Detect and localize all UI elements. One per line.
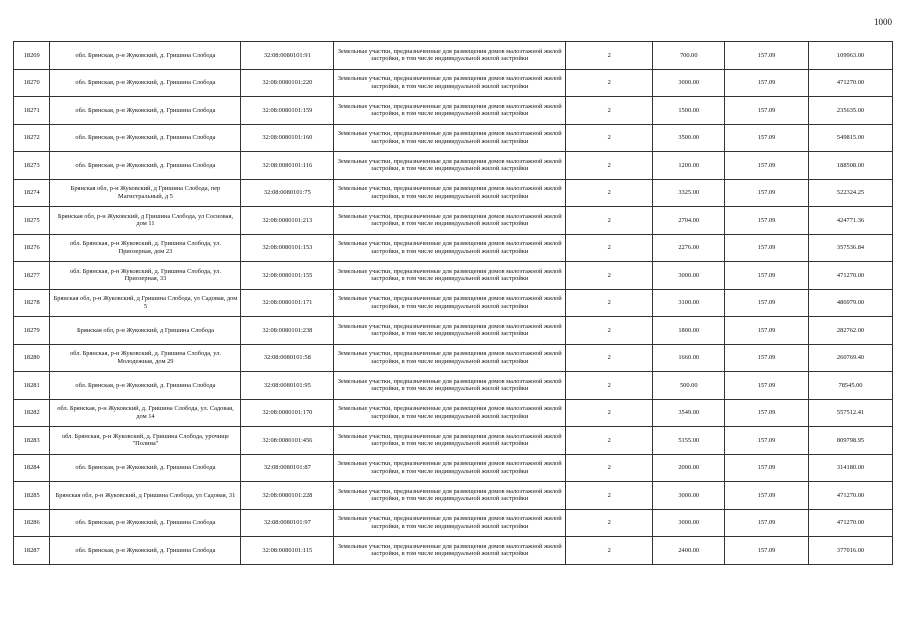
table-row — [14, 152, 893, 180]
row-number-cell: 18269 — [14, 42, 50, 70]
specific-value-cell: 157.09 — [725, 454, 809, 482]
specific-value-cell: 157.09 — [725, 179, 809, 207]
table-row — [14, 399, 893, 427]
address-cell: обл. Брянская, р-н Жуковский, д. Гришина Слобода, ул. Приозерная, дом 23 — [50, 234, 241, 262]
permitted-use-cell: Земельные участки, предназначенные для размещения домов малоэтажной жилой застройки, в том числе индивидуальной жилой застройки — [334, 509, 566, 537]
table-row — [14, 537, 893, 565]
area-cell: 5155.00 — [653, 427, 725, 455]
row-number-cell: 18270 — [14, 69, 50, 97]
row-number-cell: 18285 — [14, 482, 50, 510]
cadastral-value-cell: 471270.00 — [809, 509, 893, 537]
address-cell: Брянская обл, р-н Жуковский, д Гришина Слобода, ул Садовая, 31 — [50, 482, 241, 510]
address-cell: обл. Брянская, р-н Жуковский, д. Гришина Слобода — [50, 509, 241, 537]
cadastral-number-cell: 32:08:0080101:58 — [241, 344, 334, 372]
category-cell: 2 — [566, 372, 653, 400]
permitted-use-cell: Земельные участки, предназначенные для размещения домов малоэтажной жилой застройки, в том числе индивидуальной жилой застройки — [334, 482, 566, 510]
cadastral-number-cell: 32:08:0080101:91 — [241, 42, 334, 70]
area-cell: 3100.00 — [653, 289, 725, 317]
permitted-use-cell: Земельные участки, предназначенные для размещения домов малоэтажной жилой застройки, в том числе индивидуальной жилой застройки — [334, 69, 566, 97]
cadastral-value-cell: 314180.00 — [809, 454, 893, 482]
row-number-cell: 18287 — [14, 537, 50, 565]
permitted-use-cell: Земельные участки, предназначенные для размещения домов малоэтажной жилой застройки, в том числе индивидуальной жилой застройки — [334, 427, 566, 455]
table-row — [14, 179, 893, 207]
area-cell: 3000.00 — [653, 482, 725, 510]
table-row — [14, 454, 893, 482]
permitted-use-cell: Земельные участки, предназначенные для размещения домов малоэтажной жилой застройки, в том числе индивидуальной жилой застройки — [334, 152, 566, 180]
category-cell: 2 — [566, 454, 653, 482]
category-cell: 2 — [566, 124, 653, 152]
category-cell: 2 — [566, 427, 653, 455]
cadastral-value-cell: 109963.00 — [809, 42, 893, 70]
row-number-cell: 18275 — [14, 207, 50, 235]
specific-value-cell: 157.09 — [725, 372, 809, 400]
row-number-cell: 18271 — [14, 97, 50, 125]
specific-value-cell: 157.09 — [725, 97, 809, 125]
row-number-cell: 18278 — [14, 289, 50, 317]
permitted-use-cell: Земельные участки, предназначенные для размещения домов малоэтажной жилой застройки, в том числе индивидуальной жилой застройки — [334, 537, 566, 565]
area-cell: 1660.00 — [653, 344, 725, 372]
category-cell: 2 — [566, 262, 653, 290]
row-number-cell: 18282 — [14, 399, 50, 427]
address-cell: Брянская обл, р-н Жуковский, д Гришина Слобода, пер Магистральный, д 5 — [50, 179, 241, 207]
cadastral-value-cell: 377016.00 — [809, 537, 893, 565]
cadastral-value-cell: 282762.00 — [809, 317, 893, 345]
permitted-use-cell: Земельные участки, предназначенные для размещения домов малоэтажной жилой застройки, в том числе индивидуальной жилой застройки — [334, 207, 566, 235]
row-number-cell: 18286 — [14, 509, 50, 537]
category-cell: 2 — [566, 97, 653, 125]
cadastral-number-cell: 32:08:0080101:153 — [241, 234, 334, 262]
cadastral-number-cell: 32:08:0080101:87 — [241, 454, 334, 482]
cadastral-number-cell: 32:08:0080101:116 — [241, 152, 334, 180]
row-number-cell: 18273 — [14, 152, 50, 180]
category-cell: 2 — [566, 234, 653, 262]
cadastral-number-cell: 32:08:0080101:75 — [241, 179, 334, 207]
table-row — [14, 124, 893, 152]
permitted-use-cell: Земельные участки, предназначенные для размещения домов малоэтажной жилой застройки, в том числе индивидуальной жилой застройки — [334, 124, 566, 152]
cadastral-number-cell: 32:08:0080101:171 — [241, 289, 334, 317]
permitted-use-cell: Земельные участки, предназначенные для размещения домов малоэтажной жилой застройки, в том числе индивидуальной жилой застройки — [334, 317, 566, 345]
address-cell: обл. Брянская, р-н Жуковский, д. Гришина Слобода — [50, 69, 241, 97]
cadastral-value-cell: 471270.00 — [809, 482, 893, 510]
table-row — [14, 234, 893, 262]
area-cell: 2400.00 — [653, 537, 725, 565]
row-number-cell: 18281 — [14, 372, 50, 400]
permitted-use-cell: Земельные участки, предназначенные для размещения домов малоэтажной жилой застройки, в том числе индивидуальной жилой застройки — [334, 454, 566, 482]
land-plot-registry-table — [13, 41, 893, 565]
area-cell: 3000.00 — [653, 69, 725, 97]
row-number-cell: 18274 — [14, 179, 50, 207]
area-cell: 3000.00 — [653, 262, 725, 290]
category-cell: 2 — [566, 152, 653, 180]
table-row — [14, 427, 893, 455]
table-row — [14, 42, 893, 70]
permitted-use-cell: Земельные участки, предназначенные для размещения домов малоэтажной жилой застройки, в том числе индивидуальной жилой застройки — [334, 234, 566, 262]
cadastral-value-cell: 486979.00 — [809, 289, 893, 317]
category-cell: 2 — [566, 317, 653, 345]
row-number-cell: 18276 — [14, 234, 50, 262]
category-cell: 2 — [566, 537, 653, 565]
area-cell: 2276.00 — [653, 234, 725, 262]
row-number-cell: 18277 — [14, 262, 50, 290]
specific-value-cell: 157.09 — [725, 344, 809, 372]
cadastral-number-cell: 32:08:0080101:228 — [241, 482, 334, 510]
category-cell: 2 — [566, 289, 653, 317]
address-cell: обл. Брянская, р-н Жуковский, д. Гришина Слобода, ул. Садовая, дом 14 — [50, 399, 241, 427]
area-cell: 500.00 — [653, 372, 725, 400]
specific-value-cell: 157.09 — [725, 399, 809, 427]
permitted-use-cell: Земельные участки, предназначенные для размещения домов малоэтажной жилой застройки, в том числе индивидуальной жилой застройки — [334, 344, 566, 372]
cadastral-number-cell: 32:08:0080101:456 — [241, 427, 334, 455]
cadastral-value-cell: 424771.36 — [809, 207, 893, 235]
cadastral-number-cell: 32:08:0080101:159 — [241, 97, 334, 125]
cadastral-value-cell: 260769.40 — [809, 344, 893, 372]
specific-value-cell: 157.09 — [725, 317, 809, 345]
area-cell: 1800.00 — [653, 317, 725, 345]
specific-value-cell: 157.09 — [725, 124, 809, 152]
address-cell: обл. Брянская, р-н Жуковский, д. Гришина Слобода, ул. Молодежная, дом 29 — [50, 344, 241, 372]
permitted-use-cell: Земельные участки, предназначенные для размещения домов малоэтажной жилой застройки, в том числе индивидуальной жилой застройки — [334, 399, 566, 427]
address-cell: Брянская обл, р-н Жуковский, д Гришина Слобода, ул Садовая, дом 5 — [50, 289, 241, 317]
permitted-use-cell: Земельные участки, предназначенные для размещения домов малоэтажной жилой застройки, в том числе индивидуальной жилой застройки — [334, 42, 566, 70]
specific-value-cell: 157.09 — [725, 509, 809, 537]
address-cell: обл. Брянская, р-н Жуковский, д. Гришина Слобода — [50, 537, 241, 565]
area-cell: 1200.00 — [653, 152, 725, 180]
table-row — [14, 372, 893, 400]
specific-value-cell: 157.09 — [725, 262, 809, 290]
row-number-cell: 18283 — [14, 427, 50, 455]
specific-value-cell: 157.09 — [725, 537, 809, 565]
cadastral-value-cell: 549815.00 — [809, 124, 893, 152]
cadastral-value-cell: 557512.41 — [809, 399, 893, 427]
specific-value-cell: 157.09 — [725, 234, 809, 262]
table-row — [14, 344, 893, 372]
category-cell: 2 — [566, 399, 653, 427]
area-cell: 700.00 — [653, 42, 725, 70]
permitted-use-cell: Земельные участки, предназначенные для размещения домов малоэтажной жилой застройки, в том числе индивидуальной жилой застройки — [334, 372, 566, 400]
address-cell: обл. Брянская, р-н Жуковский, д. Гришина Слобода — [50, 97, 241, 125]
address-cell: обл. Брянская, р-н Жуковский, д. Гришина Слобода — [50, 152, 241, 180]
cadastral-number-cell: 32:08:0080101:160 — [241, 124, 334, 152]
cadastral-number-cell: 32:08:0080101:170 — [241, 399, 334, 427]
specific-value-cell: 157.09 — [725, 207, 809, 235]
cadastral-value-cell: 522324.25 — [809, 179, 893, 207]
cadastral-value-cell: 235635.00 — [809, 97, 893, 125]
cadastral-number-cell: 32:08:0080101:115 — [241, 537, 334, 565]
page-number: 1000 — [874, 17, 892, 27]
cadastral-number-cell: 32:08:0080101:97 — [241, 509, 334, 537]
address-cell: Брянская обл, р-н Жуковский, д Гришина Слобода — [50, 317, 241, 345]
category-cell: 2 — [566, 207, 653, 235]
area-cell: 2000.00 — [653, 454, 725, 482]
area-cell: 3549.00 — [653, 399, 725, 427]
cadastral-value-cell: 471270.00 — [809, 69, 893, 97]
cadastral-number-cell: 32:08:0080101:220 — [241, 69, 334, 97]
row-number-cell: 18280 — [14, 344, 50, 372]
cadastral-value-cell: 78545.00 — [809, 372, 893, 400]
cadastral-number-cell: 32:08:0080101:155 — [241, 262, 334, 290]
permitted-use-cell: Земельные участки, предназначенные для размещения домов малоэтажной жилой застройки, в том числе индивидуальной жилой застройки — [334, 262, 566, 290]
specific-value-cell: 157.09 — [725, 69, 809, 97]
address-cell: обл. Брянская, р-н Жуковский, д. Гришина Слобода, урочище "Полина" — [50, 427, 241, 455]
area-cell: 2704.00 — [653, 207, 725, 235]
cadastral-value-cell: 471270.00 — [809, 262, 893, 290]
category-cell: 2 — [566, 482, 653, 510]
table-row — [14, 207, 893, 235]
cadastral-value-cell: 809798.95 — [809, 427, 893, 455]
address-cell: обл. Брянская, р-н Жуковский, д. Гришина Слобода — [50, 454, 241, 482]
permitted-use-cell: Земельные участки, предназначенные для размещения домов малоэтажной жилой застройки, в том числе индивидуальной жилой застройки — [334, 179, 566, 207]
area-cell: 3500.00 — [653, 124, 725, 152]
registry-table-body — [14, 42, 893, 565]
cadastral-value-cell: 357536.84 — [809, 234, 893, 262]
area-cell: 1500.00 — [653, 97, 725, 125]
cadastral-number-cell: 32:08:0080101:213 — [241, 207, 334, 235]
address-cell: обл. Брянская, р-н Жуковский, д. Гришина Слобода — [50, 42, 241, 70]
table-row — [14, 509, 893, 537]
specific-value-cell: 157.09 — [725, 42, 809, 70]
category-cell: 2 — [566, 42, 653, 70]
table-row — [14, 262, 893, 290]
cadastral-number-cell: 32:08:0080101:95 — [241, 372, 334, 400]
table-row — [14, 97, 893, 125]
category-cell: 2 — [566, 344, 653, 372]
cadastral-value-cell: 188508.00 — [809, 152, 893, 180]
address-cell: Брянская обл, р-н Жуковский, д Гришина Слобода, ул Сосновая, дом 11 — [50, 207, 241, 235]
address-cell: обл. Брянская, р-н Жуковский, д. Гришина Слобода — [50, 372, 241, 400]
table-row — [14, 317, 893, 345]
row-number-cell: 18284 — [14, 454, 50, 482]
cadastral-number-cell: 32:08:0080101:238 — [241, 317, 334, 345]
specific-value-cell: 157.09 — [725, 289, 809, 317]
row-number-cell: 18279 — [14, 317, 50, 345]
category-cell: 2 — [566, 69, 653, 97]
permitted-use-cell: Земельные участки, предназначенные для размещения домов малоэтажной жилой застройки, в том числе индивидуальной жилой застройки — [334, 97, 566, 125]
address-cell: обл. Брянская, р-н Жуковский, д. Гришина Слобода, ул. Приозерная, 33 — [50, 262, 241, 290]
permitted-use-cell: Земельные участки, предназначенные для размещения домов малоэтажной жилой застройки, в том числе индивидуальной жилой застройки — [334, 289, 566, 317]
category-cell: 2 — [566, 509, 653, 537]
table-row — [14, 69, 893, 97]
table-row — [14, 482, 893, 510]
category-cell: 2 — [566, 179, 653, 207]
specific-value-cell: 157.09 — [725, 152, 809, 180]
row-number-cell: 18272 — [14, 124, 50, 152]
specific-value-cell: 157.09 — [725, 482, 809, 510]
area-cell: 3325.00 — [653, 179, 725, 207]
specific-value-cell: 157.09 — [725, 427, 809, 455]
table-row — [14, 289, 893, 317]
area-cell: 3000.00 — [653, 509, 725, 537]
address-cell: обл. Брянская, р-н Жуковский, д. Гришина Слобода — [50, 124, 241, 152]
